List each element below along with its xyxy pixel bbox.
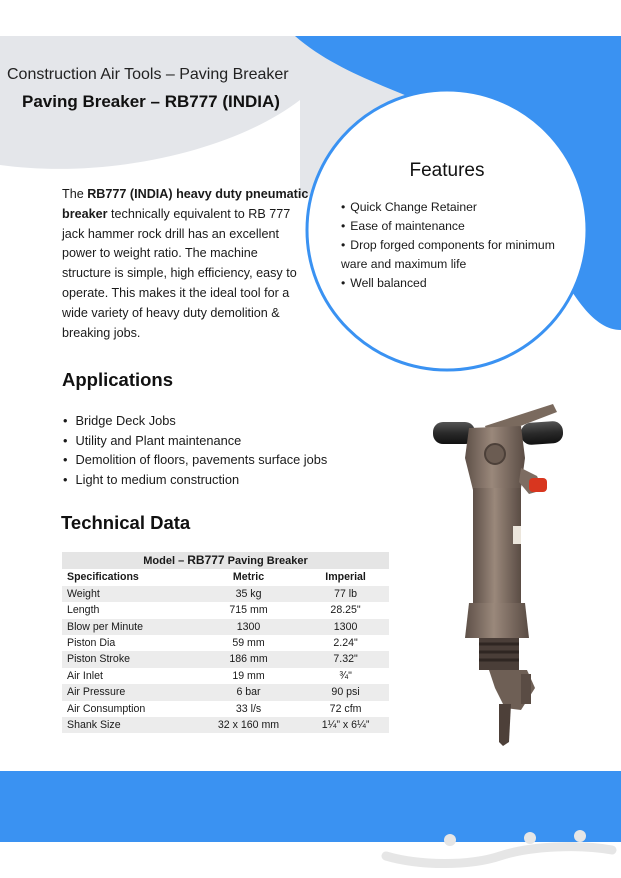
table-row <box>62 635 389 651</box>
spec-imperial: 90 psi <box>302 684 389 700</box>
spec-header-row <box>62 569 389 585</box>
features-title: Features <box>409 160 485 181</box>
spec-metric: 19 mm <box>232 669 265 682</box>
model-suffix: Paving Breaker <box>224 555 308 567</box>
table-row <box>62 701 389 717</box>
intro-lead: The <box>62 187 88 201</box>
table-row <box>62 651 389 667</box>
spec-metric: 59 mm <box>232 637 265 650</box>
model-prefix: Model – <box>143 555 188 567</box>
intro-bold: RB777 (INDIA) heavy duty pneumatic breaker <box>62 187 309 221</box>
application-item: • Utility and Plant maintenance <box>62 431 362 451</box>
spec-imperial: 2.24" <box>333 637 358 650</box>
spec-metric: 32 x 160 mm <box>195 717 302 733</box>
table-row <box>62 619 389 635</box>
table-row <box>62 602 389 618</box>
spec-model-header <box>62 552 389 569</box>
spec-imperial: 1300 <box>302 619 389 635</box>
spec-model-row <box>62 552 389 569</box>
feature-item: • Well balanced <box>341 274 576 293</box>
applications-title: Applications <box>62 369 174 390</box>
paving-breaker-image <box>425 398 565 753</box>
spec-imperial: 77 lb <box>302 586 389 602</box>
col-metric: Metric <box>195 569 302 585</box>
feature-item: • Drop forged components for minimum ware and maximum life <box>341 236 576 274</box>
intro-rest: technically equivalent to RB 777 jack hammer rock drill has an excellent power to weight ratio. The machine structure is simple, high efficiency, easy to operate. This makes it the ideal tool for a wide variety of heavy duty demolition & breaking jobs. <box>62 206 297 340</box>
table-row <box>62 668 389 684</box>
table-row <box>62 684 389 700</box>
spec-name: Blow per Minute <box>62 619 195 635</box>
watermark-logo <box>380 826 620 872</box>
model-code: RB777 <box>187 553 225 567</box>
spec-name: Air Inlet <box>67 669 103 682</box>
spec-imperial: 7.32" <box>302 651 389 667</box>
col-specifications: Specifications <box>62 569 195 585</box>
spec-name: Shank Size <box>62 717 195 733</box>
spec-name: Air Pressure <box>62 684 195 700</box>
spec-imperial: 1¼” x 6¼” <box>302 717 389 733</box>
spec-name: Piston Dia <box>67 637 116 650</box>
application-item: • Demolition of floors, pavements surface jobs <box>62 450 362 470</box>
application-item: • Light to medium construction <box>62 470 362 490</box>
intro-paragraph <box>62 185 310 343</box>
applications-list <box>62 411 362 489</box>
page-title: Paving Breaker – RB777 (INDIA) <box>22 92 280 111</box>
technical-data-title: Technical Data <box>61 512 191 533</box>
spec-metric: 6 bar <box>195 684 302 700</box>
table-row <box>62 717 389 733</box>
header-subtitle: Construction Air Tools – Paving Breaker <box>7 66 289 83</box>
feature-item: • Ease of maintenance <box>341 217 576 236</box>
spec-imperial: ¾" <box>339 669 352 682</box>
spec-metric: 715 mm <box>229 604 268 617</box>
spec-metric: 186 mm <box>195 651 302 667</box>
spec-name: Length <box>67 604 100 617</box>
spec-metric: 33 l/s <box>235 702 262 715</box>
feature-item: • Quick Change Retainer <box>341 198 576 217</box>
spec-name: Piston Stroke <box>62 651 195 667</box>
spec-name: Weight <box>62 586 195 602</box>
col-imperial: Imperial <box>302 569 389 585</box>
features-list <box>341 198 576 293</box>
spec-name: Air Consumption <box>67 702 146 715</box>
spec-table <box>62 552 389 733</box>
spec-metric: 1300 <box>195 619 302 635</box>
application-item: • Bridge Deck Jobs <box>62 411 362 431</box>
spec-imperial: 28.25" <box>330 604 361 617</box>
spec-imperial: 72 cfm <box>329 702 362 715</box>
table-row <box>62 586 389 602</box>
spec-metric: 35 kg <box>195 586 302 602</box>
